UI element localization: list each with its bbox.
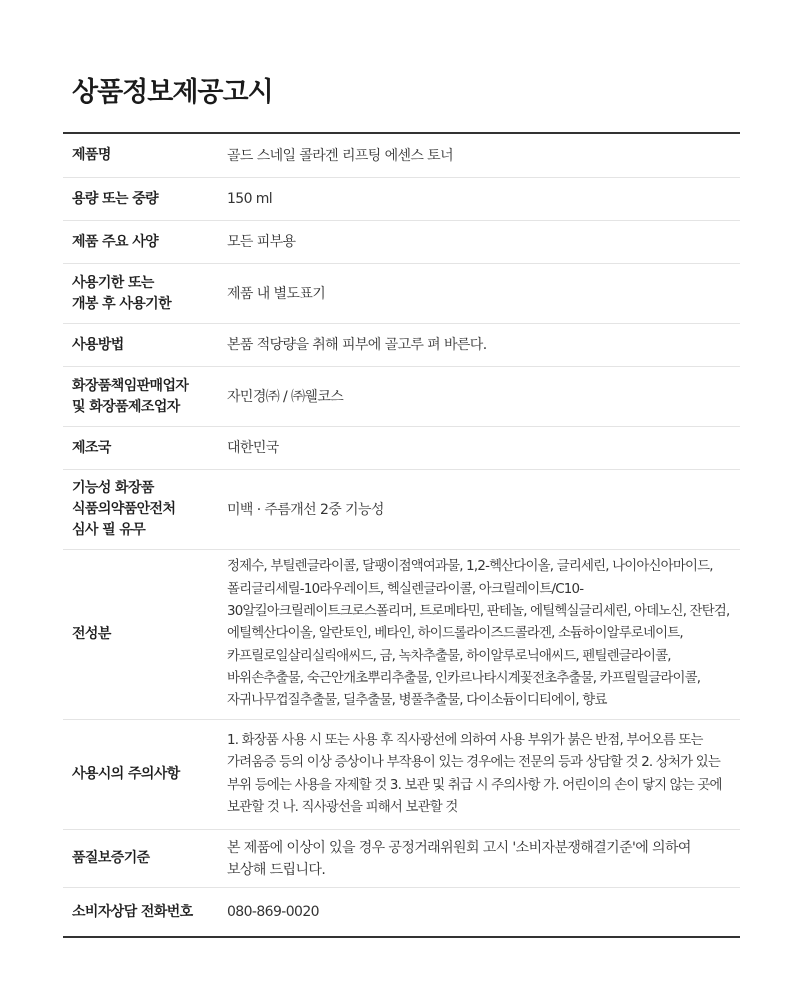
row-label: 사용기한 또는 개봉 후 사용기한 [72,274,172,312]
row-label: 전성분 [72,626,111,642]
table-row-ingredients [63,550,740,720]
row-label: 품질보증기준 [72,850,150,866]
row-value: 골드 스네일 콜라겐 리프팅 에센스 토너 [227,147,454,164]
table-row-main-spec [63,221,740,264]
product-info-table [63,132,740,938]
row-value: 정제수, 부틸렌글라이콜, 달팽이점액여과물, 1,2-헥산다이올, 글리세린, 나이아신아마이드, 폴리글리세릴-10라우레이트, 헥실렌글라이콜, 아크릴레이트/C10-30알킬아크릴레이트크로스폴리머, 트로메타민, 판테놀, 에틸헥실글리세린, 아데노신, 잔탄검, 에틸헥산다이올, 알란토인, 베타인, 하이드롤라이즈드콜라겐, 소듐하이알루로네이트, 카프릴로일살리실릭애씨드, 금, 녹차추출물, 하이알루로닉애씨드, 펜틸렌글라이콜, 바위손추출물, 숙근안개초뿌리추출물, 인카르나타시계꽃전초추출물, 카프릴릴글라이콜, 자귀나무껍질추출물, 딜추출물, 병풀추출물, 다이소듐이디티에이, 향료 [227,559,730,709]
row-value: 자민경㈜ / ㈜웰코스 [227,388,344,405]
table-row-contact-phone [63,888,740,936]
row-label: 사용시의 주의사항 [72,766,180,782]
row-label: 기능성 화장품 식품의약품안전처 심사 필 유무 [72,480,176,538]
table-row-functional-cosmetic [63,470,740,550]
table-row-country [63,427,740,470]
table-row-quality-standard [63,830,740,888]
row-label: 화장품책임판매업자 및 화장품제조업자 [72,377,189,415]
row-value: 대한민국 [227,440,279,456]
table-row-precautions [63,720,740,830]
row-value: 150 ml [227,191,273,207]
row-label: 제조국 [72,439,111,456]
row-value: 1. 화장품 사용 시 또는 사용 후 직사광선에 의하여 사용 부위가 붉은 반점, 부어오름 또는 가려움증 등의 이상 증상이나 부작용이 있는 경우에는 전문의 등과 상담할 것 2. 상처가 있는 부위 등에는 사용을 자제할 것 3. 보관 및 취급 시 주의사항 가. 어린이의 손이 닿지 않는 곳에 보관할 것 나. 직사광선을 피해서 보관할 것 [227,732,722,815]
row-value: 미백 · 주름개선 2중 기능성 [227,501,384,518]
row-label: 용량 또는 중량 [72,190,159,207]
row-value: 모든 피부용 [227,234,296,250]
row-label: 제품 주요 사양 [72,233,159,250]
row-label: 사용방법 [72,336,124,353]
row-value: 본품 적당량을 취해 피부에 골고루 펴 바른다. [227,337,487,353]
page-title: 상품정보제공고시 [72,77,273,108]
row-value: 080-869-0020 [227,904,319,920]
row-label: 소비자상담 전화번호 [72,903,193,920]
table-row-product-name [63,134,740,178]
table-row-seller-manufacturer [63,367,740,427]
row-value: 본 제품에 이상이 있을 경우 공정거래위원회 고시 '소비자분쟁해결기준'에 의하여 보상해 드립니다. [227,839,691,878]
table-row-expiry [63,264,740,324]
table-row-volume [63,178,740,221]
row-value: 제품 내 별도표기 [227,285,326,302]
table-row-usage [63,324,740,367]
row-label: 제품명 [72,147,111,163]
